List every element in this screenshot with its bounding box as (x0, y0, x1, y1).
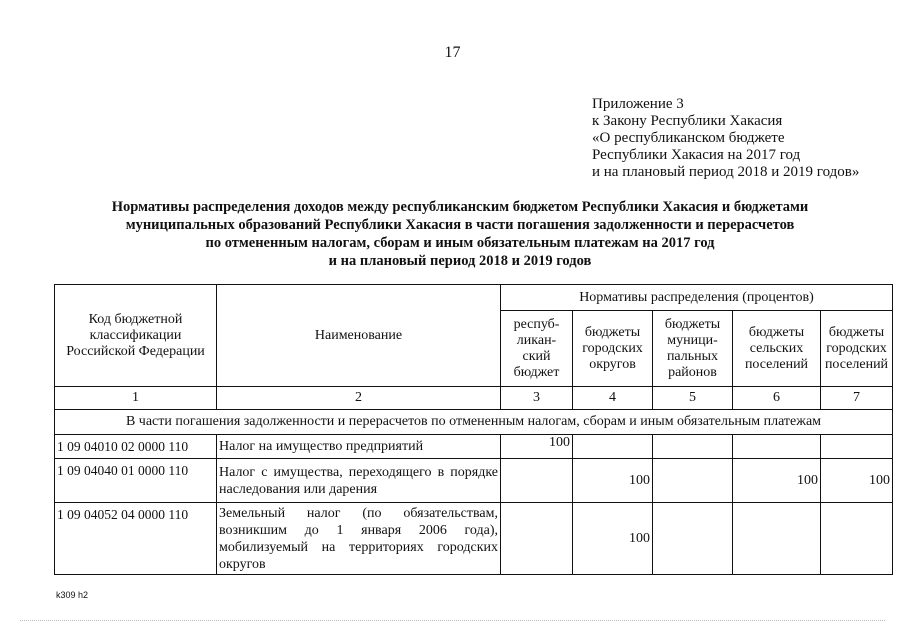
column-number: 3 (501, 387, 573, 410)
row-value (653, 503, 733, 575)
column-number: 7 (821, 387, 893, 410)
row-value (821, 503, 893, 575)
header-urban-settlements: бюджеты городских поселений (821, 311, 893, 387)
appendix-line: «О республиканском бюджете (592, 130, 785, 146)
column-number: 4 (573, 387, 653, 410)
row-value: 100 (733, 459, 821, 503)
row-value (653, 459, 733, 503)
document-title (40, 198, 880, 270)
page-number: 17 (444, 44, 461, 61)
row-value: 100 (821, 459, 893, 503)
appendix-line: Приложение 3 (592, 96, 684, 112)
header-norms-group: Нормативы распределения (процентов) (501, 285, 893, 311)
column-number: 5 (653, 387, 733, 410)
footer-code: k309 h2 (56, 590, 89, 600)
distribution-table (54, 284, 893, 575)
appendix-note (592, 96, 859, 181)
table-row (55, 503, 893, 575)
row-name: Налог с имущества, переходящего в порядке наследования или дарения (217, 459, 501, 503)
row-value (733, 503, 821, 575)
row-code: 1 09 04010 02 0000 110 (55, 435, 217, 459)
appendix-line: к Закону Республики Хакасия (592, 113, 783, 129)
section-heading: В части погашения задолженности и перерасчетов по отмененным налогам, сборам и иным обязательным платежам (55, 410, 893, 435)
row-code: 1 09 04052 04 0000 110 (55, 503, 217, 575)
row-value: 100 (573, 503, 653, 575)
column-numbers-row (55, 387, 893, 410)
row-name: Земельный налог (по обязательствам, возникшим до 1 января 2006 года), мобилизуемый на территориях городских округов (217, 503, 501, 575)
appendix-line: Республики Хакасия на 2017 год (592, 147, 801, 163)
row-code: 1 09 04040 01 0000 110 (55, 459, 217, 503)
column-number: 1 (55, 387, 217, 410)
header-municipal-districts: бюджеты муници-пальных районов (653, 311, 733, 387)
header-city-districts: бюджеты городских округов (573, 311, 653, 387)
header-code: Код бюджетной классификации Российской Федерации (55, 285, 217, 387)
row-value (821, 435, 893, 459)
appendix-line: и на плановый период 2018 и 2019 годов» (592, 164, 860, 180)
title-line: муниципальных образований Республики Хакасия в части погашения задолженности и перерасчетов (125, 217, 795, 233)
row-value (573, 435, 653, 459)
scan-edge-divider (20, 620, 885, 621)
row-value (501, 459, 573, 503)
table-row (55, 459, 893, 503)
title-line: по отмененным налогам, сборам и иным обязательным платежам на 2017 год (205, 235, 715, 251)
row-value: 100 (573, 459, 653, 503)
row-name: Налог на имущество предприятий (217, 435, 501, 459)
column-number: 2 (217, 387, 501, 410)
header-republic-budget: респуб-ликан-ский бюджет (501, 311, 573, 387)
section-row (55, 410, 893, 435)
row-value: 100 (501, 435, 573, 459)
row-value (501, 503, 573, 575)
header-name: Наименование (217, 285, 501, 387)
column-number: 6 (733, 387, 821, 410)
row-value (733, 435, 821, 459)
title-line: и на плановый период 2018 и 2019 годов (328, 253, 592, 269)
title-line: Нормативы распределения доходов между республиканским бюджетом Республики Хакасия и бюджетами (111, 199, 809, 215)
row-value (653, 435, 733, 459)
header-rural-settlements: бюджеты сельских поселений (733, 311, 821, 387)
table-row (55, 435, 893, 459)
